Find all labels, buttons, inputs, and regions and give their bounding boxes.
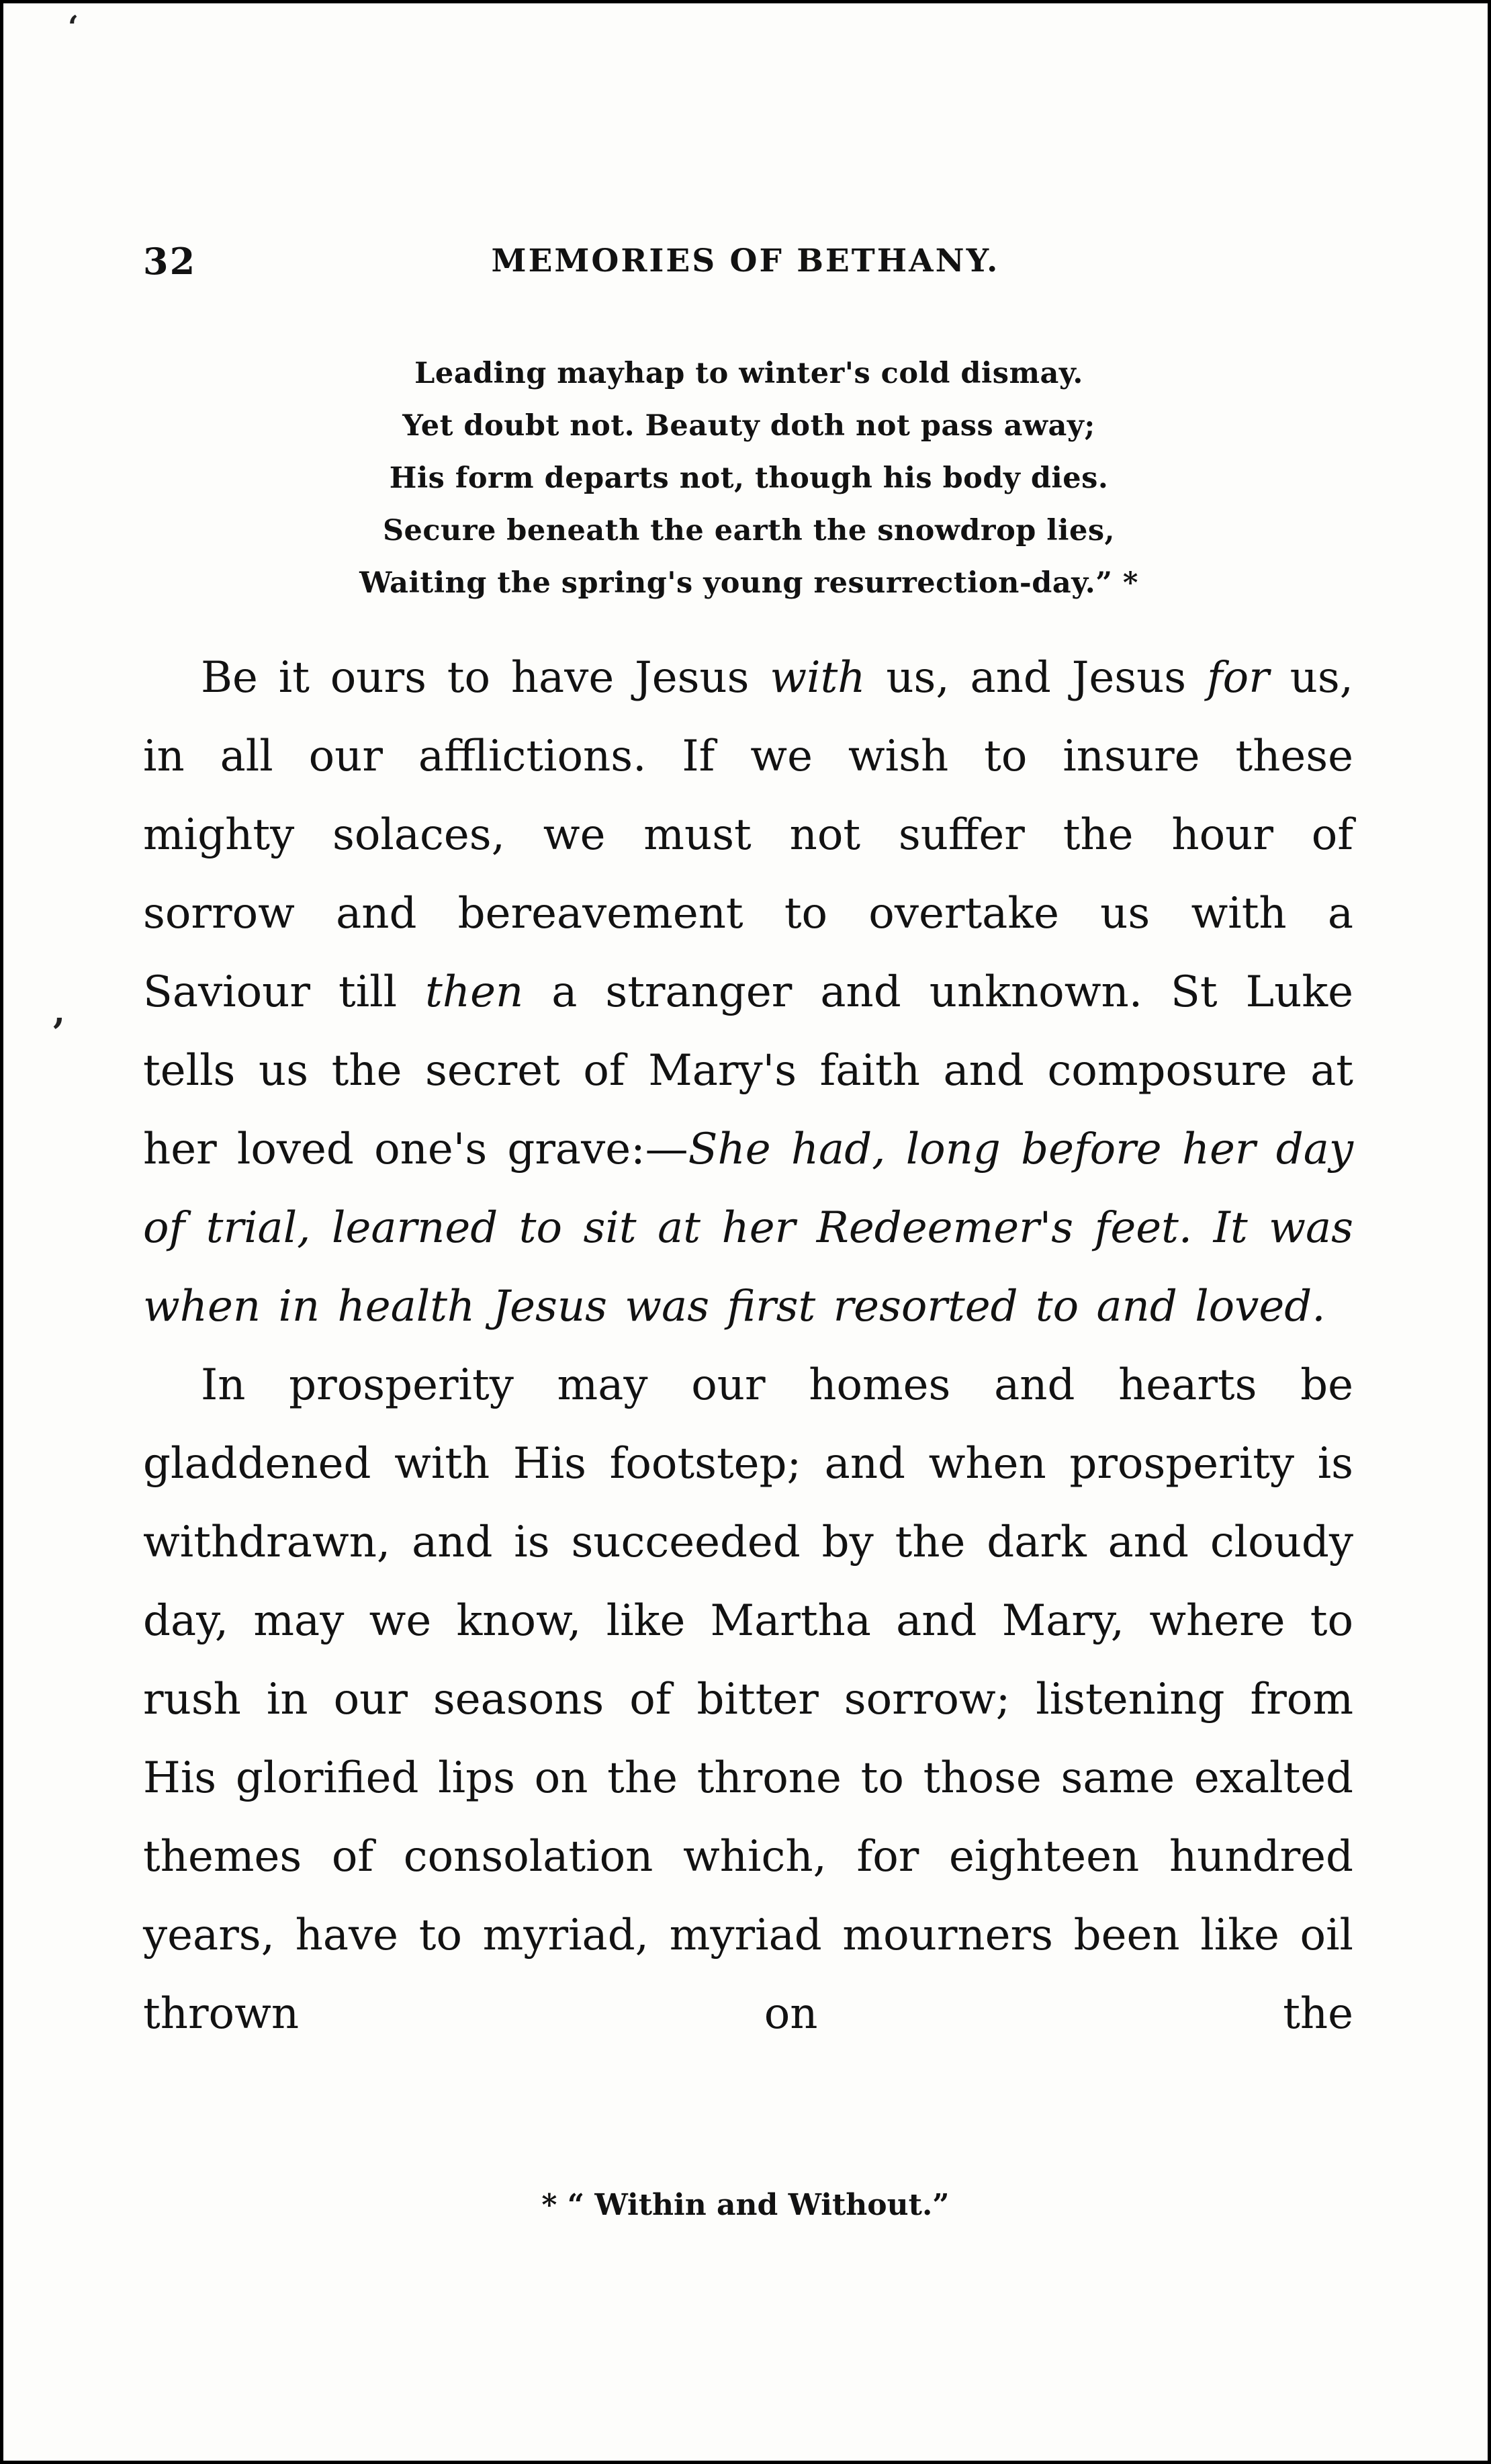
paragraph-1: Be it ours to have Jesus with us, and Jesus for us, in all our afflictions. If we wish to insure these mighty solaces, we must not suffer the hour of sorrow and bereavement to overtake us with a Saviour till then a stranger and unknown. St Luke tells us the secret of Mary's faith and composure at her loved one's grave:—She had, long before her day of trial, learned to sit at her Redeemer's feet. It was when in health Jesus was first resorted to and loved.: [143, 653, 1354, 1331]
poem-line: Secure beneath the earth the snowdrop lies,: [382, 514, 1116, 547]
running-title: MEMORIES OF BETHANY.: [491, 243, 1000, 279]
scan-speck-left: ,: [53, 991, 66, 1032]
poem-block: [144, 347, 1353, 609]
poem-line: Yet doubt not. Beauty doth not pass away;: [402, 409, 1095, 443]
poem-line: Waiting the spring's young resurrection-day.” *: [359, 566, 1138, 600]
poem-line: His form departs not, though his body dies.: [389, 461, 1109, 495]
page-number: 32: [143, 240, 197, 283]
footnote: * “ Within and Without.”: [541, 2188, 950, 2222]
page-header: [3, 240, 1488, 287]
scan-speck-top: ‘: [68, 9, 79, 45]
body-text: [143, 639, 1353, 2054]
poem-line: Leading mayhap to winter's cold dismay.: [414, 357, 1083, 390]
paragraph-2: In prosperity may our homes and hearts be gladdened with His footstep; and when prosperity is withdrawn, and is succeeded by the dark and cloudy day, may we know, like Martha and Mary, where to rush in our seasons of bitter sorrow; listening from His glorified lips on the throne to those same exalted themes of consolation which, for eighteen hundred years, have to myriad, myriad mourners been like oil thrown on the: [143, 1360, 1353, 2039]
